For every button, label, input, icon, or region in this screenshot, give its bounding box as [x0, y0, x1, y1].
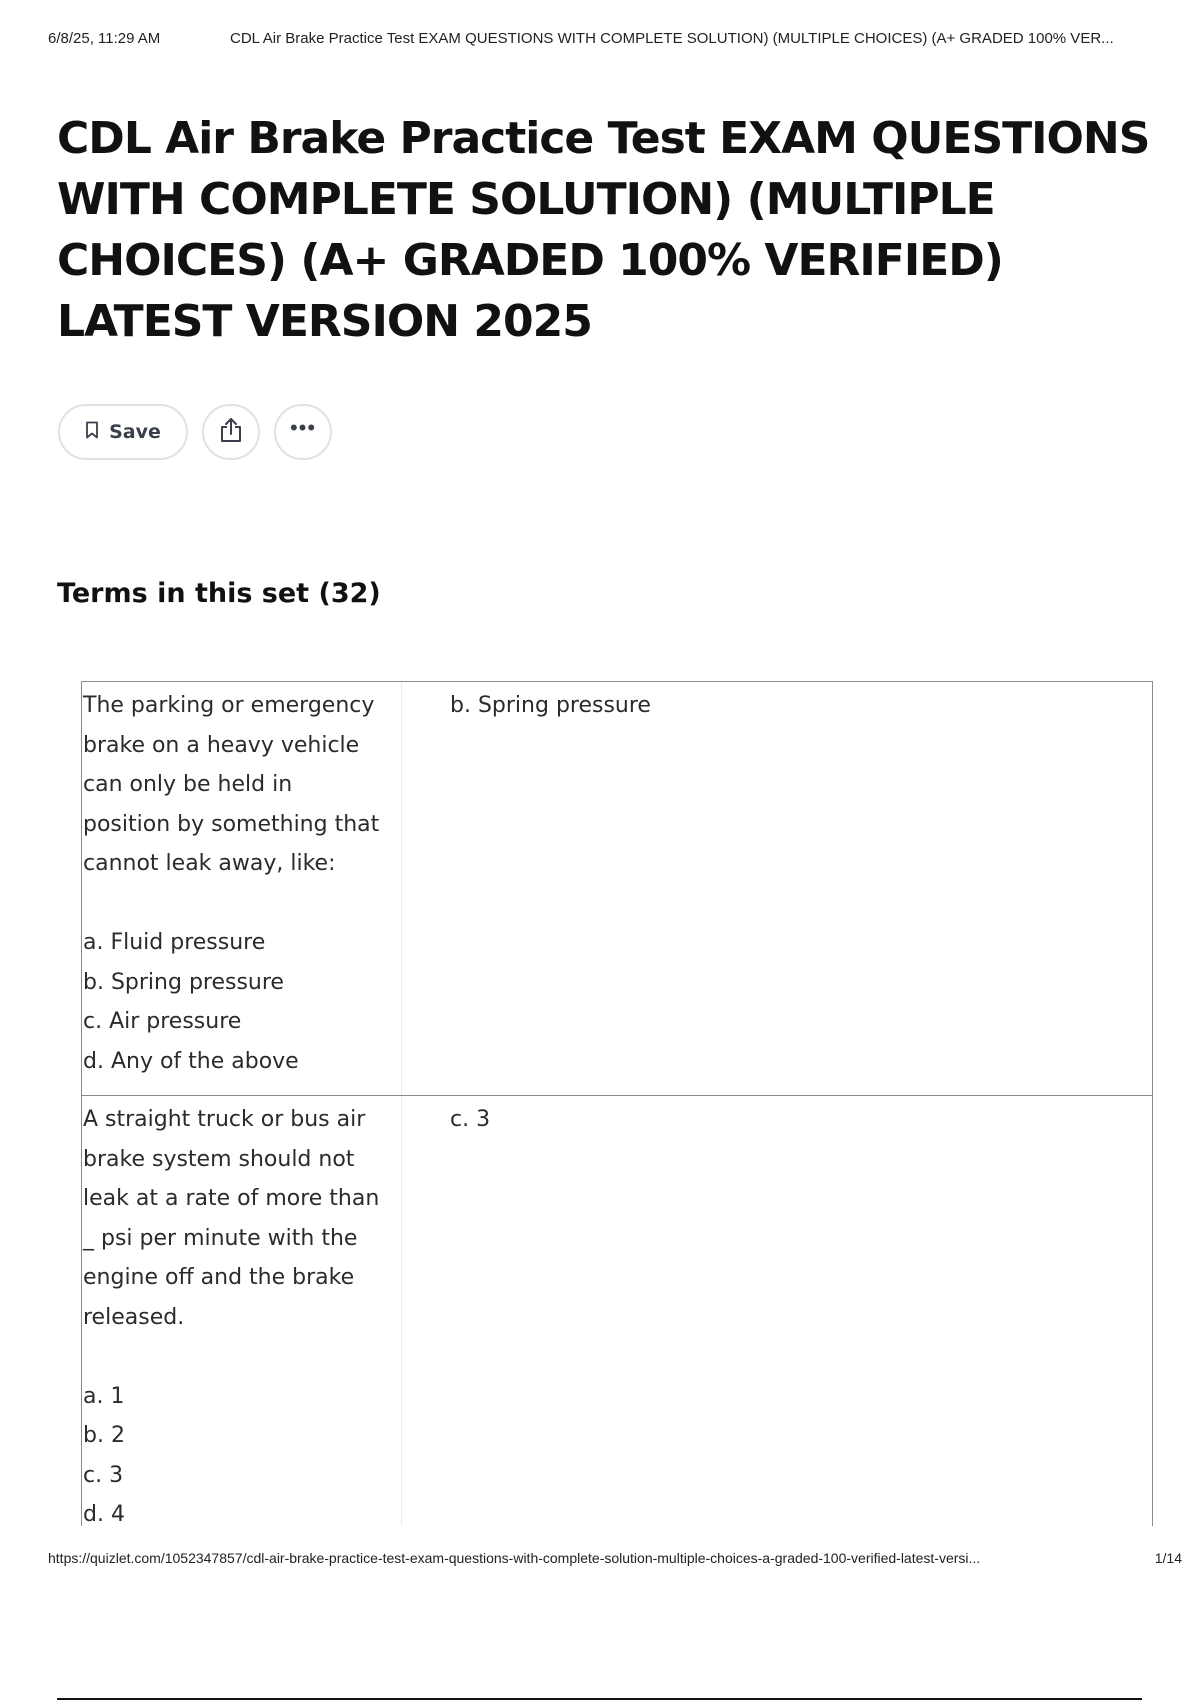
- term-question: A straight truck or bus air brake system should not leak at a rate of more than _ psi per minute with the engine off and the brake released. a. 1 b. 2 c. 3 d. 4: [82, 1096, 402, 1526]
- print-footer: [48, 1550, 1182, 1566]
- term-row: [82, 1096, 1152, 1526]
- term-answer: c. 3: [450, 1107, 491, 1132]
- share-icon: [218, 416, 244, 449]
- save-button[interactable]: [58, 404, 188, 460]
- term-answer: b. Spring pressure: [450, 693, 651, 718]
- more-options-button[interactable]: [274, 404, 332, 460]
- save-button-label: Save: [109, 421, 161, 443]
- print-date: 6/8/25, 11:29 AM: [48, 30, 161, 47]
- term-question: The parking or emergency brake on a heavy vehicle can only be held in position by something that cannot leak away, like: a. Fluid pressure b. Spring pressure c. Air pressure d. Any of the above: [82, 682, 402, 1095]
- print-header: [48, 30, 1188, 47]
- page-number: 1/14: [1154, 1550, 1182, 1566]
- more-icon: •••: [289, 415, 317, 440]
- page-title: CDL Air Brake Practice Test EXAM QUESTIONS WITH COMPLETE SOLUTION) (MULTIPLE CHOICES) (A+ GRADED 100% VERIFIED) LATEST VERSION 2025: [57, 113, 1150, 347]
- term-row: [82, 682, 1152, 1096]
- bookmark-icon: [85, 421, 99, 444]
- terms-heading: Terms in this set (32): [57, 578, 381, 609]
- share-button[interactable]: [202, 404, 260, 460]
- print-doc-title: CDL Air Brake Practice Test EXAM QUESTIONS WITH COMPLETE SOLUTION) (MULTIPLE CHOICES) (A+ GRADED 100% VER...: [230, 30, 1114, 47]
- action-bar: [58, 404, 332, 460]
- print-url: https://quizlet.com/1052347857/cdl-air-brake-practice-test-exam-questions-with-complete-solution-multiple-choices-a-graded-100-verified-latest-versi...: [48, 1550, 981, 1566]
- terms-table: [81, 681, 1153, 1526]
